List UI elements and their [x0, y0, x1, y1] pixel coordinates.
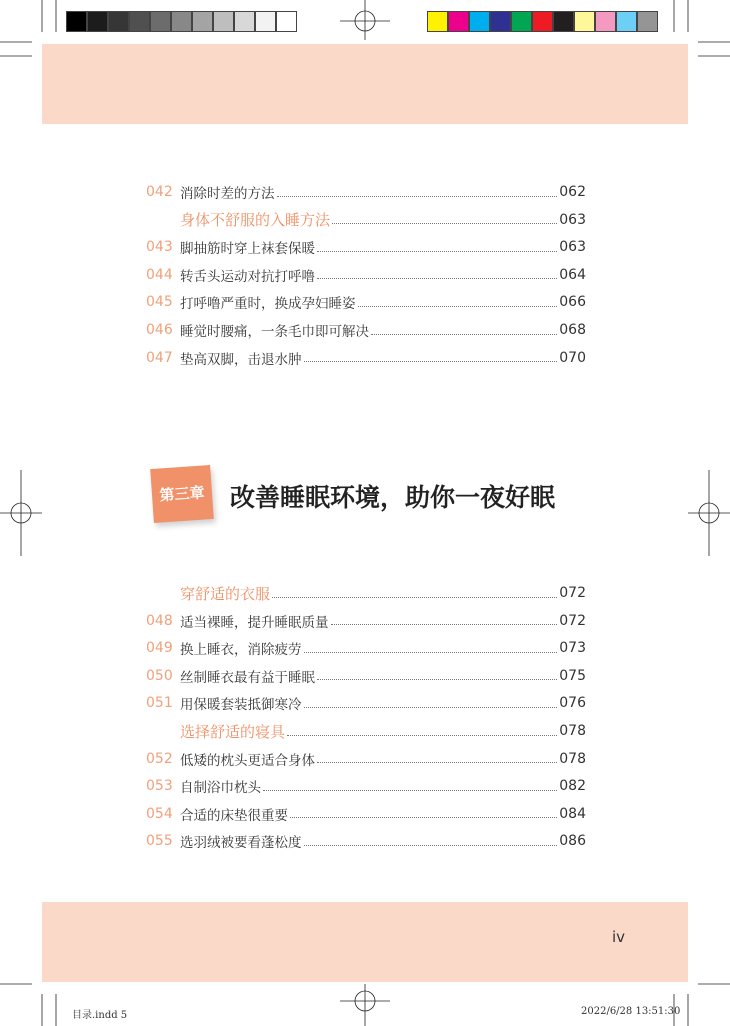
gray-color-bar [66, 11, 297, 32]
bottom-decorative-band [42, 902, 688, 982]
chapter-badge [150, 465, 214, 523]
toc-entry-row [146, 235, 586, 259]
toc-page-number: 082 [559, 778, 586, 795]
color-swatch [448, 11, 469, 32]
leader-dots [317, 679, 557, 680]
chapter-badge-label: 第三章 [158, 483, 206, 505]
color-swatch [192, 11, 213, 32]
toc-entry-title: 垫高双脚，击退水肿 [180, 351, 302, 368]
toc-entry-title: 选羽绒被要看蓬松度 [180, 835, 302, 852]
toc-entry-title: 合适的床垫很重要 [180, 807, 288, 824]
leader-dots [371, 334, 557, 335]
toc-entry-title: 转舌头运动对抗打呼噜 [180, 268, 315, 285]
toc-page-number: 063 [559, 211, 586, 228]
toc-page-number: 066 [559, 294, 586, 311]
slug-filename: 目录.indd 5 [72, 1010, 128, 1021]
toc-entry-row [146, 829, 586, 853]
leader-dots [332, 223, 557, 224]
toc-entry-row [146, 691, 586, 715]
toc-entry-number: 047 [146, 349, 173, 366]
toc-entry-row [146, 318, 586, 342]
toc-entry-title: 自制浴巾枕头 [180, 780, 261, 797]
toc-page-number: 063 [559, 239, 586, 256]
color-swatch [150, 11, 171, 32]
leader-dots [331, 624, 558, 625]
toc-page-number: 078 [559, 723, 586, 739]
color-swatch [171, 11, 192, 32]
toc-page-number: 070 [559, 349, 586, 366]
color-swatch [427, 11, 448, 32]
color-swatch [255, 11, 276, 32]
toc-page-number: 072 [559, 585, 586, 601]
toc-entry-number: 052 [146, 750, 173, 767]
leader-dots [317, 251, 557, 252]
toc-entry-number: 045 [146, 294, 173, 311]
leader-dots [317, 762, 557, 763]
toc-section-row [146, 208, 586, 232]
color-swatch [490, 11, 511, 32]
leader-dots [358, 306, 558, 307]
toc-entry-number: 053 [146, 778, 173, 795]
toc-page-number: 072 [559, 612, 586, 629]
toc-entry-row [146, 263, 586, 287]
toc-page-number: 086 [559, 833, 586, 850]
leader-dots [304, 652, 558, 653]
color-swatch [213, 11, 234, 32]
toc-entry-title: 脚抽筋时穿上袜套保暖 [180, 241, 315, 258]
process-color-bar [427, 11, 658, 32]
color-swatch [532, 11, 553, 32]
toc-entry-row [146, 636, 586, 660]
slug-timestamp: 2022/6/28 13:51:30 [581, 1006, 681, 1017]
toc-entry-title: 低矮的枕头更适合身体 [180, 752, 315, 769]
color-swatch [66, 11, 87, 32]
toc-page-number: 073 [559, 640, 586, 657]
chapter-title: 改善睡眠环境，助你一夜好眠 [230, 483, 556, 512]
leader-dots [304, 707, 558, 708]
toc-entry-title: 睡觉时腰痛，一条毛巾即可解决 [180, 324, 369, 340]
toc-page-number: 075 [559, 667, 586, 684]
toc-entry-title: 消除时差的方法 [180, 186, 275, 202]
toc-entry-title: 打呼噜严重时，换成孕妇睡姿 [180, 296, 356, 313]
top-decorative-band [42, 44, 688, 124]
color-swatch [637, 11, 658, 32]
toc-entry-title: 换上睡衣，消除疲劳 [180, 642, 302, 659]
toc-entry-number: 042 [146, 184, 173, 200]
color-swatch [511, 11, 532, 32]
toc-entry-row [146, 180, 586, 204]
toc-page-number: 084 [559, 805, 586, 822]
toc-entry-title: 用保暖套装抵御寒冷 [180, 697, 302, 714]
toc-page-number: 062 [559, 184, 586, 200]
toc-section-title: 穿舒适的衣服 [180, 584, 271, 603]
page-number: iv [612, 928, 626, 946]
toc-page-number: 064 [559, 266, 586, 283]
toc-page-number: 076 [559, 695, 586, 712]
leader-dots [290, 817, 557, 818]
leader-dots [304, 361, 558, 362]
toc-entry-number: 049 [146, 640, 173, 657]
toc-entry-row [146, 802, 586, 826]
toc-entry-title: 丝制睡衣最有益于睡眠 [180, 669, 315, 686]
toc-entry-title: 适当裸睡，提升睡眠质量 [180, 614, 329, 631]
leader-dots [317, 278, 557, 279]
toc-page-number: 078 [559, 750, 586, 767]
toc-section-row [146, 719, 586, 743]
toc-entry-number: 043 [146, 239, 173, 256]
leader-dots [277, 196, 558, 197]
toc-entry-number: 050 [146, 667, 173, 684]
toc-entry-number: 046 [146, 322, 173, 338]
toc-entry-number: 054 [146, 805, 173, 822]
color-swatch [574, 11, 595, 32]
color-swatch [595, 11, 616, 32]
leader-dots [287, 735, 557, 736]
toc-entry-row [146, 346, 586, 370]
color-swatch [469, 11, 490, 32]
toc-entry-number: 055 [146, 833, 173, 850]
color-swatch [87, 11, 108, 32]
leader-dots [272, 597, 557, 598]
toc-section-title: 选择舒适的寝具 [180, 722, 286, 741]
color-swatch [553, 11, 574, 32]
toc-entry-row [146, 664, 586, 688]
toc-section-row [146, 581, 586, 605]
leader-dots [304, 845, 558, 846]
toc-page-number: 068 [559, 322, 586, 338]
color-swatch [616, 11, 637, 32]
toc-entry-row [146, 290, 586, 314]
color-swatch [234, 11, 255, 32]
toc-section-title: 身体不舒服的入睡方法 [180, 211, 331, 230]
toc-entry-row [146, 747, 586, 771]
toc-entry-number: 048 [146, 612, 173, 629]
color-swatch [108, 11, 129, 32]
color-swatch [129, 11, 150, 32]
color-swatch [276, 11, 297, 32]
toc-entry-row [146, 774, 586, 798]
toc-entry-number: 044 [146, 266, 173, 283]
leader-dots [263, 790, 557, 791]
toc-entry-number: 051 [146, 695, 173, 712]
toc-entry-row [146, 609, 586, 633]
